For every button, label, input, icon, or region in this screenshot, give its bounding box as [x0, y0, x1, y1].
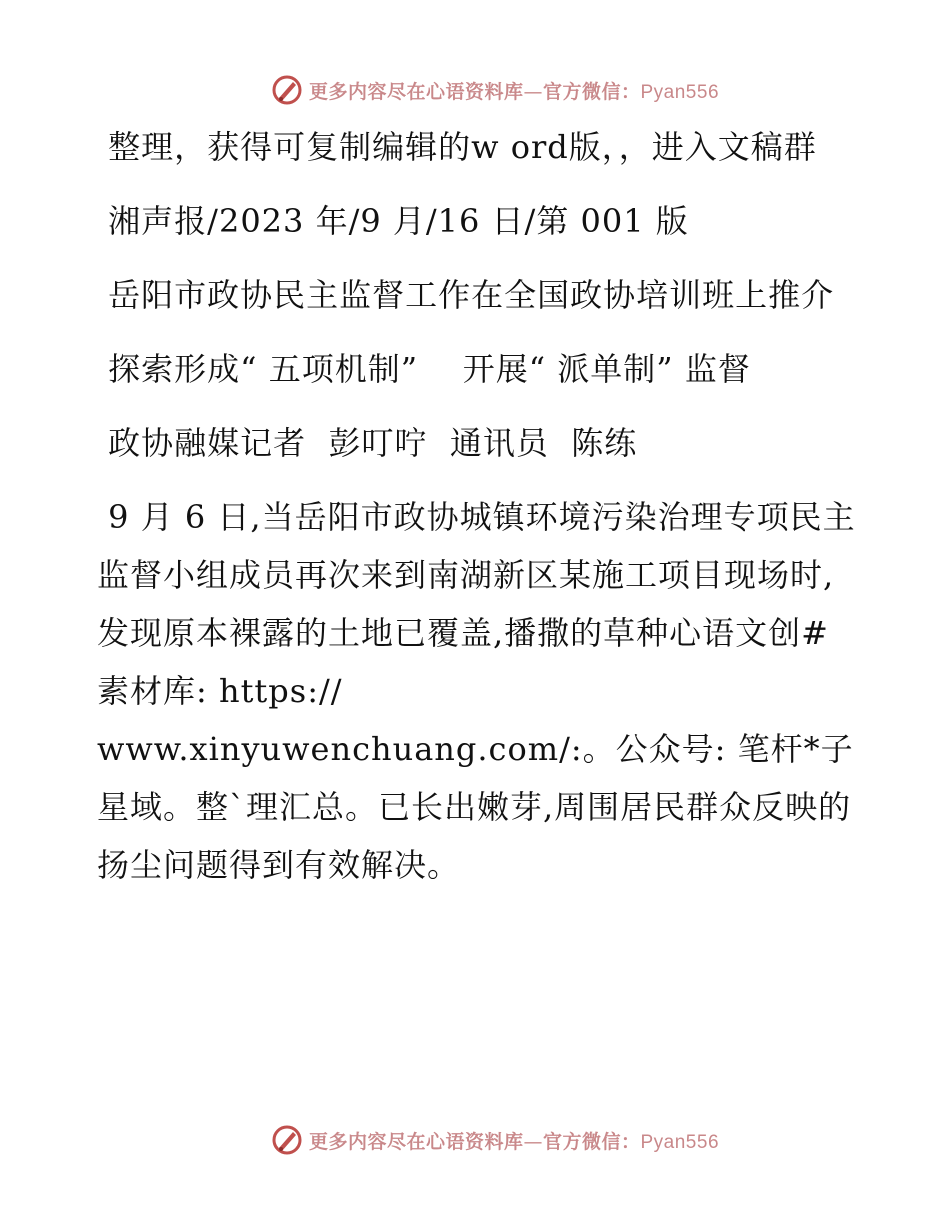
paragraph-subheadline: 探索形成“ 五项机制” 开展“ 派单制” 监督: [97, 350, 751, 388]
banner-dash: —: [523, 1130, 543, 1153]
document-body: [97, 118, 857, 910]
footer-banner-inner: [271, 1124, 719, 1156]
banner-official-label: 官方微信：: [542, 1130, 641, 1153]
banner-wechat-id: Pyan556: [640, 81, 720, 103]
paragraph-body-part2: www.xinyuwenchuang.com/:。公众号: 笔杆*子星域。整`理汇总。已长出嫩芽,周围居民群众反映的扬尘问题得到有效解决。: [97, 730, 854, 884]
pen-logo-icon: [271, 1124, 303, 1156]
footer-banner: [0, 1120, 950, 1160]
header-banner-inner: [271, 74, 719, 106]
banner-official-label: 官方微信：: [542, 80, 641, 103]
paragraph-intro: 整理，获得可复制编辑的w ord版，，进入文稿群: [97, 128, 817, 166]
paragraph-headline: 岳阳市政协民主监督工作在全国政协培训班上推介: [97, 276, 835, 314]
banner-main-text: 更多内容尽在心语资料库: [308, 80, 524, 103]
banner-wechat-id: Pyan556: [640, 1131, 720, 1153]
paragraph-body-part1: 9 月 6 日,当岳阳市政协城镇环境污染治理专项民主监督小组成员再次来到南湖新区某施工项目现场时,发现原本裸露的土地已覆盖,播撒的草种心语文创#素材库: https://: [97, 498, 856, 710]
pen-logo-icon: [271, 74, 303, 106]
paragraph-source: 湘声报/2023 年/9 月/16 日/第 001 版: [97, 202, 689, 240]
banner-text: [309, 1127, 719, 1154]
banner-text: [309, 77, 719, 104]
header-banner: [0, 70, 950, 110]
banner-dash: —: [523, 80, 543, 103]
banner-main-text: 更多内容尽在心语资料库: [308, 1130, 524, 1153]
paragraph-byline: 政协融媒记者 彭叮咛 通讯员 陈练: [97, 424, 638, 462]
